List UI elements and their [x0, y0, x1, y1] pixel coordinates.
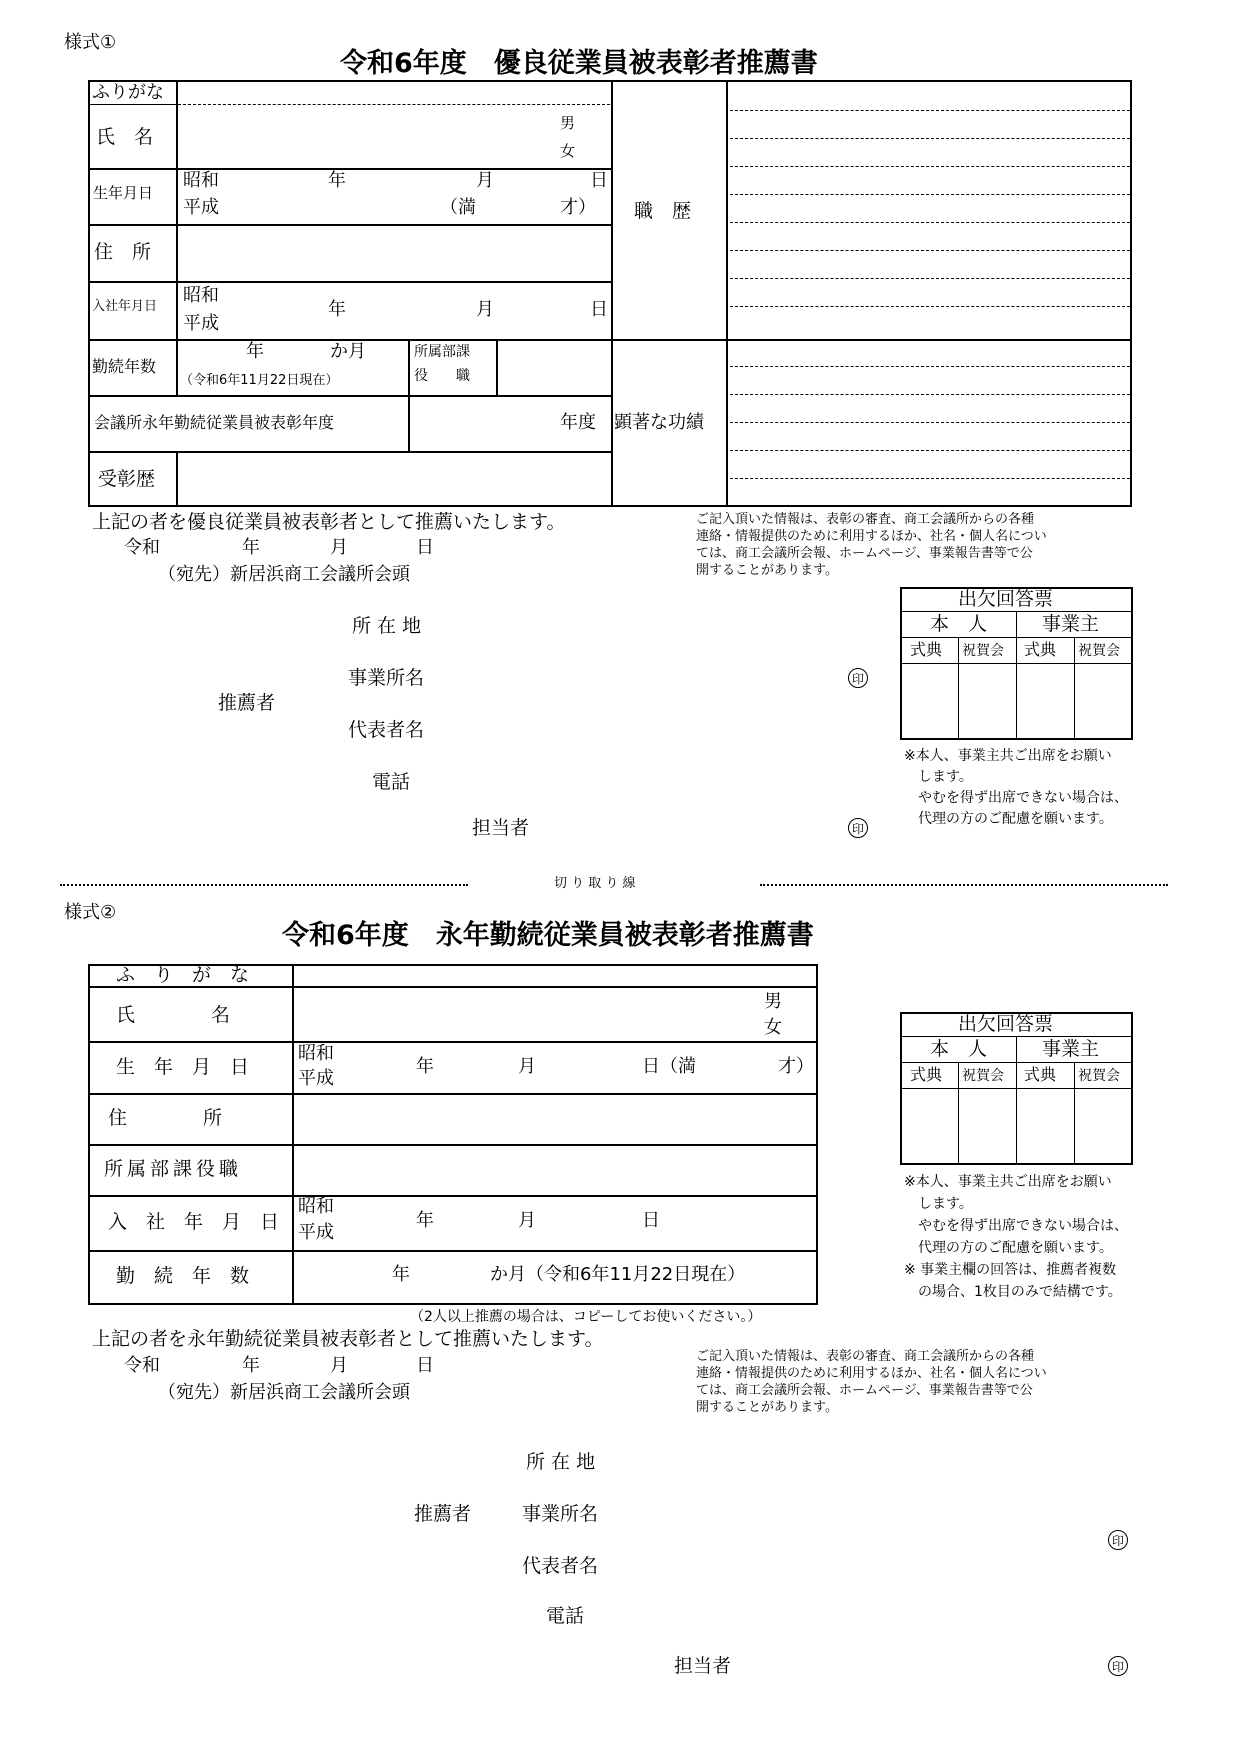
f2-date-year: 年	[242, 1355, 260, 1376]
address-label: 住 所	[94, 241, 152, 263]
birth-day: 日	[590, 170, 608, 191]
f2-attend-self: 本 人	[930, 1038, 988, 1060]
form1-owner-party: 祝賀会	[1078, 643, 1120, 659]
form1-attend-title: 出欠回答票	[958, 588, 1054, 610]
join-year: 年	[328, 299, 346, 320]
birth-year: 年	[328, 170, 346, 191]
join-showa: 昭和	[183, 285, 219, 306]
f2-self-party-cell[interactable]	[959, 1089, 1015, 1163]
f2-office-label: 事業所名	[522, 1503, 599, 1525]
form2-title: 令和6年度 永年勤続従業員被表彰者推薦書	[282, 920, 814, 951]
f2-birth-year: 年	[416, 1056, 434, 1077]
name-label: 氏 名	[96, 126, 154, 148]
form1-self-ceremony: 式典	[910, 640, 943, 659]
f2-self-ceremony-cell[interactable]	[902, 1089, 958, 1163]
form1-addressee: （宛先）新居浜商工会議所会頭	[158, 564, 410, 585]
join-label: 入社年月日	[92, 299, 158, 314]
form1-label: 様式①	[64, 32, 117, 53]
f2-seal-contact: 印	[1108, 1656, 1128, 1676]
f2-date-reiwa: 令和	[124, 1355, 160, 1376]
form1-recommender-label: 推薦者	[218, 692, 276, 714]
form1-recommend-text: 上記の者を優良従業員被表彰者として推薦いたします。	[92, 511, 566, 533]
f2-seal-rep: 印	[1108, 1530, 1128, 1550]
join-day: 日	[590, 299, 608, 320]
cut-line-right	[760, 884, 1168, 886]
chamber-award-label: 会議所永年勤続従業員被表彰年度	[94, 413, 335, 432]
female-option[interactable]: 女	[560, 142, 576, 160]
form2-label: 様式②	[64, 902, 117, 923]
form1-contact-label: 担当者	[472, 817, 530, 839]
form1-attend-self: 本 人	[930, 613, 988, 635]
f2-date-day: 日	[416, 1355, 434, 1376]
birth-month: 月	[476, 170, 494, 191]
f2-copy-note: （2人以上推薦の場合は、コピーしてお使いください。）	[410, 1309, 762, 1325]
f2-address-label: 住 所	[108, 1107, 223, 1129]
form1-self-ceremony-cell[interactable]	[902, 664, 958, 738]
form1-table	[88, 80, 1132, 507]
f2-furigana-label: ふ り が な	[116, 964, 250, 986]
f2-owner-party: 祝賀会	[1078, 1068, 1120, 1084]
award-history-label: 受彰歴	[98, 468, 156, 490]
form1-date-day: 日	[416, 537, 434, 558]
cut-line-left	[60, 884, 468, 886]
join-heisei: 平成	[183, 313, 219, 334]
f2-attend-title: 出欠回答票	[958, 1013, 1054, 1035]
form1-date-month: 月	[330, 537, 348, 558]
form1-seal-contact: 印	[848, 818, 868, 838]
f2-join-month: 月	[518, 1210, 536, 1231]
f2-birth-label: 生 年 月 日	[116, 1056, 250, 1078]
f2-rep-label: 代表者名	[522, 1555, 599, 1577]
f2-tenure-label: 勤 続 年 数	[116, 1265, 250, 1287]
form1-seal-rep: 印	[848, 668, 868, 688]
tenure-as-of: （令和6年11月22日現在）	[180, 373, 339, 388]
f2-recommend-text: 上記の者を永年勤続従業員被表彰者として推薦いたします。	[92, 1328, 604, 1350]
form1-owner-ceremony: 式典	[1024, 640, 1057, 659]
form1-attend-owner: 事業主	[1042, 613, 1100, 635]
furigana-label: ふりがな	[92, 82, 164, 103]
f2-name-label: 氏 名	[116, 1004, 231, 1026]
f2-attend-owner: 事業主	[1042, 1038, 1100, 1060]
tenure-label: 勤続年数	[92, 357, 157, 376]
f2-addressee: （宛先）新居浜商工会議所会頭	[158, 1382, 410, 1403]
form1-date-year: 年	[242, 537, 260, 558]
f2-owner-ceremony: 式典	[1024, 1065, 1057, 1084]
dept-label1: 所属部課	[414, 344, 470, 360]
f2-location-label: 所 在 地	[526, 1451, 596, 1473]
f2-birth-day-age: 日（満	[642, 1056, 696, 1077]
form1-self-party: 祝賀会	[962, 643, 1004, 659]
age-close: 才）	[560, 197, 596, 218]
form1-rep-label: 代表者名	[348, 719, 425, 741]
f2-recommender-label: 推薦者	[414, 1503, 472, 1525]
f2-female-option[interactable]: 女	[764, 1017, 782, 1038]
f2-join-showa: 昭和	[298, 1196, 334, 1217]
f2-self-party: 祝賀会	[962, 1068, 1004, 1084]
f2-owner-ceremony-cell[interactable]	[1017, 1089, 1073, 1163]
f2-join-label: 入 社 年 月 日	[108, 1211, 280, 1233]
form1-owner-party-cell[interactable]	[1075, 664, 1131, 738]
f2-self-ceremony: 式典	[910, 1065, 943, 1084]
f2-age-close: 才）	[778, 1056, 814, 1077]
cut-line-label: 切 り 取 り 線	[554, 876, 636, 891]
f2-dept-label: 所属部課役職	[104, 1158, 243, 1180]
f2-join-heisei: 平成	[298, 1222, 334, 1243]
f2-tenure-months: か月（令和6年11月22日現在）	[490, 1264, 746, 1285]
birth-label: 生年月日	[93, 184, 154, 202]
f2-attend-note: ※本人、事業主共ご出席をお願い します。 やむを得ず出席できない場合は、 代理の方のご配慮を願います。 ※ 事業主欄の回答は、推薦者複数 の場合、1枚目のみで結構です。	[904, 1174, 1128, 1300]
f2-join-year: 年	[416, 1210, 434, 1231]
form1-office-label: 事業所名	[348, 667, 425, 689]
form1-title: 令和6年度 優良従業員被表彰者推薦書	[340, 48, 818, 79]
form1-privacy-notice: ご記入頂いた情報は、表彰の審査、商工会議所からの各種 連絡・情報提供のために利用するほか、社名・個人名につい ては、商工会議所会報、ホームページ、事業報告書等で公 開することがあります。	[696, 512, 1047, 578]
join-month: 月	[476, 299, 494, 320]
f2-birth-month: 月	[518, 1056, 536, 1077]
birth-showa: 昭和	[183, 170, 219, 191]
male-option[interactable]: 男	[560, 114, 576, 132]
f2-male-option[interactable]: 男	[764, 991, 782, 1012]
tenure-months: か月	[330, 341, 366, 362]
tenure-year: 年	[246, 341, 264, 362]
f2-birth-heisei: 平成	[298, 1068, 334, 1089]
age-open: （満	[440, 197, 476, 218]
fiscal-year-label: 年度	[560, 412, 596, 433]
achievements-label: 顕著な功績	[614, 412, 704, 433]
form1-owner-ceremony-cell[interactable]	[1017, 664, 1073, 738]
form1-attend-note: ※本人、事業主共ご出席をお願い します。 やむを得ず出席できない場合は、 代理の方のご配慮を願います。	[904, 748, 1128, 827]
f2-date-month: 月	[330, 1355, 348, 1376]
f2-tenure-year: 年	[392, 1264, 410, 1285]
form1-date-reiwa: 令和	[124, 537, 160, 558]
form1-location-label: 所 在 地	[352, 615, 422, 637]
birth-heisei: 平成	[183, 197, 219, 218]
form1-self-party-cell[interactable]	[959, 664, 1015, 738]
f2-contact-label: 担当者	[674, 1655, 732, 1677]
career-label: 職 歴	[634, 200, 692, 222]
f2-owner-party-cell[interactable]	[1075, 1089, 1131, 1163]
f2-privacy-notice: ご記入頂いた情報は、表彰の審査、商工会議所からの各種 連絡・情報提供のために利用するほか、社名・個人名につい ては、商工会議所会報、ホームページ、事業報告書等で公 開することがあります。	[696, 1349, 1047, 1415]
dept-label2: 役 職	[414, 368, 470, 384]
f2-join-day: 日	[642, 1210, 660, 1231]
f2-phone-label: 電話	[546, 1605, 585, 1627]
f2-birth-showa: 昭和	[298, 1043, 334, 1064]
form1-phone-label: 電話	[372, 771, 411, 793]
